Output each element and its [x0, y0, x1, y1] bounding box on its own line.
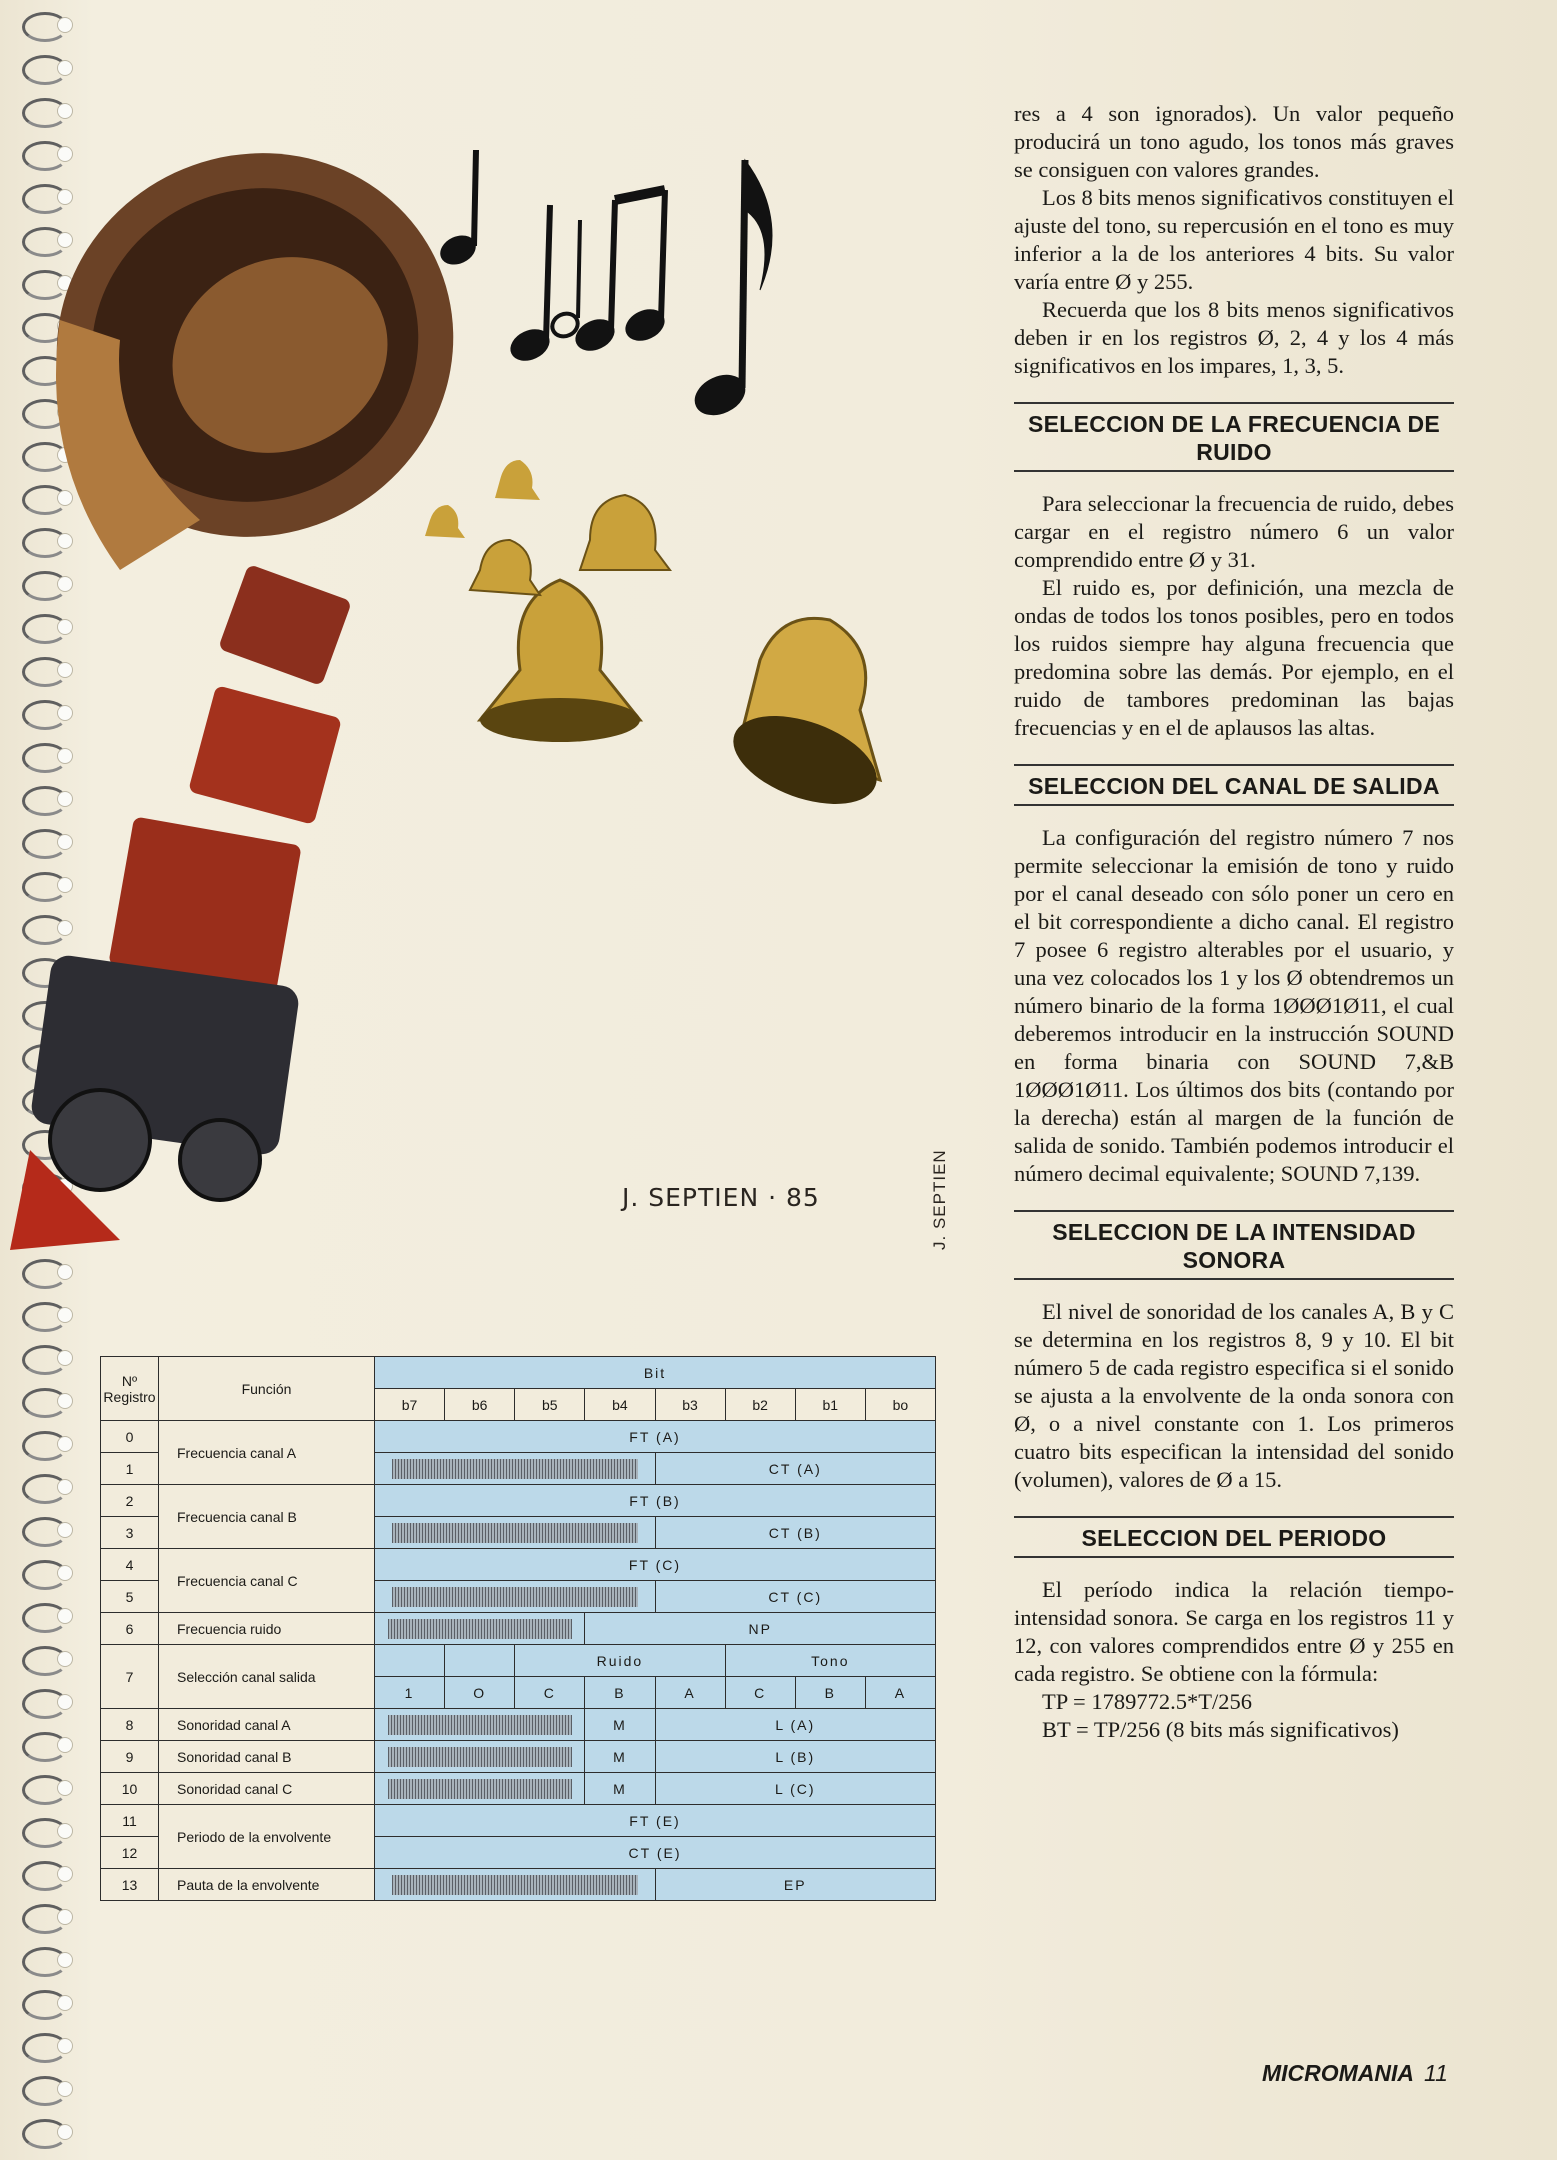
register-number: 13 [101, 1869, 159, 1901]
header-register: Nº Registro [101, 1357, 159, 1421]
function-label: Frecuencia canal A [159, 1421, 375, 1485]
bit-header: b4 [585, 1389, 655, 1421]
register-number: 2 [101, 1485, 159, 1517]
bit-header: b7 [375, 1389, 445, 1421]
paragraph: Recuerda que los 8 bits menos significativos deben ir en los registros Ø, 2, 4 y los 4 más significativos en los impares, 1, 3, 5. [1014, 297, 1454, 378]
table-cell: L (C) [655, 1773, 936, 1805]
unused-bits [375, 1581, 656, 1613]
table-cell: B [795, 1677, 865, 1709]
binding-hole [58, 1394, 72, 1408]
table-cell: FT (E) [375, 1805, 936, 1837]
paragraph: El período indica la relación tiempo-intensidad sonora. Se carga en los registros 11 y 12, con valores comprendidos entre Ø y 255 en cada registro. Se obtiene con la fórmula: [1014, 1577, 1454, 1686]
table-cell: O [445, 1677, 515, 1709]
unused-bits [375, 1741, 585, 1773]
binding-hole [58, 1308, 72, 1322]
formula-tp: TP = 1789772.5*T/256 [1042, 1689, 1252, 1714]
register-number: 6 [101, 1613, 159, 1645]
binding-hole [58, 1566, 72, 1580]
table-cell: Ruido [515, 1645, 725, 1677]
register-number: 11 [101, 1805, 159, 1837]
table-cell: M [585, 1709, 655, 1741]
bit-header: b1 [795, 1389, 865, 1421]
binding-hole [58, 1738, 72, 1752]
register-number: 9 [101, 1741, 159, 1773]
sound-registers-table [100, 1356, 936, 1901]
bit-header: bo [865, 1389, 935, 1421]
register-number: 3 [101, 1517, 159, 1549]
paragraph: El ruido es, por definición, una mezcla de ondas de todos los tonos posibles, pero en todos los ruidos siempre hay alguna frecuencia que predomina sobre las demás. Por ejemplo, en el ruido de tambores predominan las bajas frecuencias y en el de aplausos las altas. [1014, 575, 1454, 740]
binding-hole [58, 1351, 72, 1365]
binding-hole [58, 1781, 72, 1795]
table-cell: A [655, 1677, 725, 1709]
magazine-name: MICROMANIA [1262, 2060, 1415, 2086]
binding-hole [58, 1910, 72, 1924]
binding-hole [58, 1609, 72, 1623]
table-cell: Tono [725, 1645, 935, 1677]
binding-hole [58, 1523, 72, 1537]
register-number: 7 [101, 1645, 159, 1709]
unused-bits [375, 1517, 656, 1549]
unused-bits [375, 1869, 656, 1901]
bit-header: b2 [725, 1389, 795, 1421]
paragraph: res a 4 son ignorados). Un valor pequeño producirá un tono agudo, los tonos más graves se consiguen con valores grandes. [1014, 101, 1454, 182]
binding-hole [58, 1652, 72, 1666]
paragraph: Los 8 bits menos significativos constituyen el ajuste del tono, su repercusión en el tono es muy inferior a la de los anteriores 4 bits. Su valor varía entre Ø y 255. [1014, 185, 1454, 294]
paragraph: El nivel de sonoridad de los canales A, B y C se determina en los registros 8, 9 y 10. El bit número 5 de cada registro especifica si el sonido se ajusta a la envolvente de la onda sonora con Ø, o a nivel constante con 1. Los primeros cuatro bits especifican la intensidad del sonido (volumen), valores de Ø a 15. [1014, 1299, 1454, 1492]
table-cell: L (A) [655, 1709, 936, 1741]
unused-bits [375, 1453, 656, 1485]
function-label: Frecuencia canal B [159, 1485, 375, 1549]
paragraph: La configuración del registro número 7 nos permite seleccionar la emisión de tono y ruido por el canal deseado con sólo poner un cero en el bit correspondiente a dicho canal. El registro 7 posee 6 registro alterables por el usuario, y una vez colocados los 1 y los Ø obtendremos un número binario de la forma 1ØØØ1Ø11, el cual deberemos introducir en la instrucción SOUND en forma binaria con SOUND 7,&B 1ØØØ1Ø11. Los últimos dos bits (contando por la derecha) están al margen de la función de salida de sonido. También podemos introducir el número decimal equivalente; SOUND 7,139. [1014, 825, 1454, 1186]
table-cell: C [515, 1677, 585, 1709]
table-cell: L (B) [655, 1741, 936, 1773]
bit-header: b6 [445, 1389, 515, 1421]
binding-hole [58, 104, 72, 118]
train-image [10, 564, 352, 1250]
binding-hole [58, 1867, 72, 1881]
table-cell: EP [655, 1869, 936, 1901]
section-heading: SELECCION DEL PERIODO [1014, 1516, 1454, 1558]
function-label: Selección canal salida [159, 1645, 375, 1709]
function-label: Frecuencia canal C [159, 1549, 375, 1613]
unused-bits [375, 1709, 585, 1741]
table-cell: B [585, 1677, 655, 1709]
page-number: 11 [1424, 2060, 1448, 2086]
table-cell: CT (E) [375, 1837, 936, 1869]
function-label: Pauta de la envolvente [159, 1869, 375, 1901]
header-bit: Bit [375, 1357, 936, 1389]
table-cell: 1 [375, 1677, 445, 1709]
binding-hole [58, 2125, 72, 2139]
register-number: 10 [101, 1773, 159, 1805]
table-cell: CT (B) [655, 1517, 936, 1549]
table-cell: M [585, 1773, 655, 1805]
section-heading: SELECCION DE LA FRECUENCIA DE RUIDO [1014, 402, 1454, 472]
bit-header: b3 [655, 1389, 725, 1421]
function-label: Periodo de la envolvente [159, 1805, 375, 1869]
illustration-horn-train-bells [0, 140, 1000, 1270]
binding-hole [58, 2039, 72, 2053]
binding-hole [58, 1437, 72, 1451]
function-label: Sonoridad canal C [159, 1773, 375, 1805]
table-cell: FT (B) [375, 1485, 936, 1517]
table-cell: M [585, 1741, 655, 1773]
table-cell: FT (C) [375, 1549, 936, 1581]
table-cell: NP [585, 1613, 936, 1645]
binding-hole [58, 1996, 72, 2010]
table-cell: CT (A) [655, 1453, 936, 1485]
formula-bt: BT = TP/256 (8 bits más significativos) [1042, 1717, 1399, 1742]
register-number: 1 [101, 1453, 159, 1485]
unused-bits [375, 1773, 585, 1805]
function-label: Frecuencia ruido [159, 1613, 375, 1645]
register-number: 0 [101, 1421, 159, 1453]
table-cell: CT (C) [655, 1581, 936, 1613]
function-label: Sonoridad canal A [159, 1709, 375, 1741]
register-number: 5 [101, 1581, 159, 1613]
binding-hole [58, 2082, 72, 2096]
table-cell [445, 1645, 515, 1677]
bells-image [425, 460, 888, 821]
section-heading: SELECCION DE LA INTENSIDAD SONORA [1014, 1210, 1454, 1280]
table-cell: A [865, 1677, 935, 1709]
binding-hole [58, 1824, 72, 1838]
binding-hole [58, 1953, 72, 1967]
page-footer [1262, 2060, 1448, 2087]
bit-header: b5 [515, 1389, 585, 1421]
register-number: 8 [101, 1709, 159, 1741]
paragraph: Para seleccionar la frecuencia de ruido, debes cargar en el registro número 6 un valor comprendido entre Ø y 31. [1014, 491, 1454, 572]
function-label: Sonoridad canal B [159, 1741, 375, 1773]
table-cell: FT (A) [375, 1421, 936, 1453]
binding-hole [58, 1480, 72, 1494]
table-cell: C [725, 1677, 795, 1709]
section-heading: SELECCION DEL CANAL DE SALIDA [1014, 764, 1454, 806]
binding-hole [58, 1695, 72, 1709]
article-right-column [1014, 100, 1454, 1744]
table-cell [375, 1645, 445, 1677]
register-number: 12 [101, 1837, 159, 1869]
binding-hole [58, 18, 72, 32]
binding-hole [58, 61, 72, 75]
vertical-credit: J. SEPTIEN [930, 1149, 949, 1250]
illustrator-signature: J. SEPTIEN · 85 [622, 1183, 820, 1212]
unused-bits [375, 1613, 585, 1645]
header-function: Función [159, 1357, 375, 1421]
music-notes-image [436, 150, 772, 422]
register-number: 4 [101, 1549, 159, 1581]
